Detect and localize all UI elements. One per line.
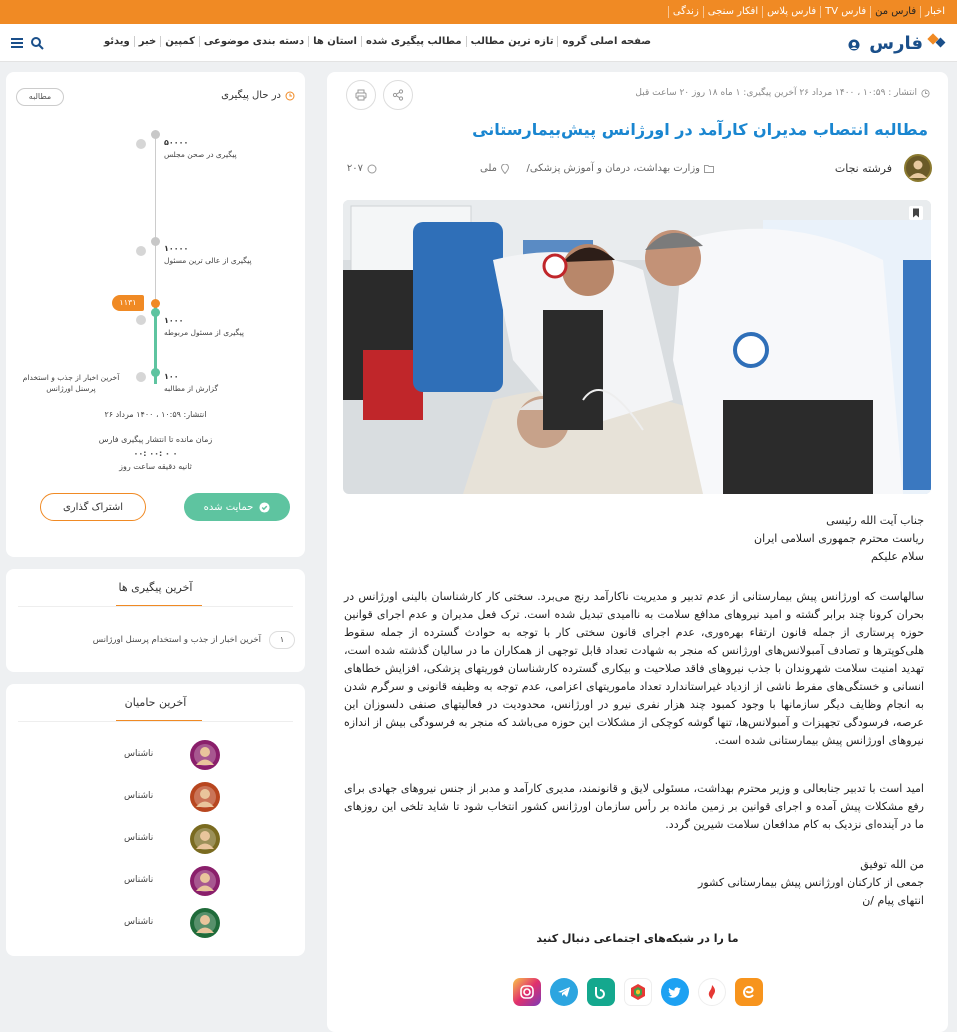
latest-news-note[interactable]: آخرین اخبار از جذب و استخدام پرسنل اورژانس	[22, 373, 120, 393]
step-icon	[136, 315, 146, 325]
author-name[interactable]: فرشته نجات	[834, 162, 892, 175]
eye-icon	[367, 164, 377, 174]
nav-campaign[interactable]: کمپین	[160, 36, 199, 47]
print-icon	[355, 89, 367, 101]
svg-text:فارس: فارس	[869, 33, 923, 54]
nav-latest[interactable]: تازه ترین مطالب	[466, 36, 558, 47]
top-nav	[668, 0, 949, 24]
supporter-row[interactable]	[6, 782, 305, 812]
article-card	[327, 72, 948, 1032]
article-category[interactable]: وزارت بهداشت، درمان و آموزش پزشکی/	[526, 163, 714, 174]
greeting: جناب آیت الله رئیسی ریاست محترم جمهوری اسلامی ایران سلام علیکم	[754, 514, 924, 563]
follow-us-text: ما را در شبکه‌های اجتماعی دنبال کنید	[536, 932, 739, 945]
article-photo[interactable]	[343, 200, 931, 494]
supporter-row[interactable]	[6, 824, 305, 854]
share-button[interactable]	[383, 80, 413, 110]
timeline-current-dot	[151, 299, 160, 308]
article-signature: من الله توفیق جمعی از کارکنان اورژانس پیش بیمارستانی کشور انتهای پیام /ن	[698, 858, 924, 907]
followup-text: آخرین اخبار از جذب و استخدام پرسنل اورژانس	[92, 635, 261, 645]
nav-video[interactable]: ویدئو	[103, 36, 130, 47]
step-icon	[136, 246, 146, 256]
nav-home[interactable]: صفحه اصلی گروه	[557, 36, 655, 47]
soroush-icon[interactable]	[698, 978, 726, 1006]
clock-icon	[285, 91, 295, 101]
nav-followed[interactable]: مطالب پیگیری شده	[361, 36, 466, 47]
countdown: ۰۰: ۰۰: ۰ ۰	[133, 449, 178, 458]
supporter-avatar	[190, 740, 220, 770]
followup-number: ۱	[269, 631, 295, 649]
top-nav-fars-man[interactable]: فارس من	[870, 6, 920, 18]
supporter-name: ناشناس	[124, 749, 154, 759]
step-icon	[136, 139, 146, 149]
article-title: مطالبه انتصاب مدیران کارآمد در اورژانس پیش‌بیمارستانی	[472, 120, 928, 139]
supporter-name: ناشناس	[124, 833, 154, 843]
article-paragraph-1: سالهاست که اورژانس پیش بیمارستانی از عدم تدبیر و مدیریت ناکارآمد رنج می‌برد. سختی کار کارشناسان بالینی اورژانس در بحران کرونا چند برابر گشته و امید نیروهای مدافع سلامت به ناامیدی تبدیل شده است. ترک فعل مدیران و عدم اجرای قوانین حوزه پرستاری از جمله قانون ارتقاء بهره‌وری، عدم اجرای قانون سختی کار با توجه به حوادث گسترده از جمله سقوط هلی‌کوپترها و تصادف آمبولانس‌های اورژانس که منجر به شهادت تعداد قابل توجهی از همکاران ما در سالیان گذشته شده است، تهدید امنیت سلامت شهروندان با جذب نیروهای فاقد صلاحیت و بیکاری گسترده کارشناسان فوریتهای پزشکی، افزایش خطاهای انسانی و خستگی‌های مفرط ناشی از ازدیاد غیراستاندارد تعداد ماموریتهای اعزامی، عدم توجه به وظیفه قانونی و سرگرم شدن به انجام وظایف دیگر سازمانها با وجود کمبود چند هزار نفری نیرو در اورژانس، محدودیت در فعالیتهای صنفی دلسوزان این عرصه، فرسودگی تجهیزات و آمبولانس‌ها، تنها گوشه کوچکی از مشکلات این حوزه می‌باشد که منجر به فرسودگی بیش از اندازه نیروهای اورژانس پیش بیمارستانی شده است.	[344, 590, 924, 747]
remaining-label: زمان مانده تا انتشار پیگیری فارس	[98, 435, 213, 444]
demand-pill[interactable]: مطالبه	[16, 88, 64, 106]
supporter-name: ناشناس	[124, 875, 154, 885]
step-number: ۵۰۰۰۰	[164, 138, 189, 147]
main-nav	[100, 36, 655, 47]
published-date: انتشار: ۱۰:۵۹ ، ۱۴۰۰ مرداد ۲۶	[104, 410, 207, 419]
timeline-dot	[151, 308, 160, 317]
rubika-icon[interactable]	[624, 978, 652, 1006]
divider	[18, 606, 293, 607]
top-nav-news[interactable]: اخبار	[920, 6, 949, 18]
step-label: گزارش از مطالبه	[164, 384, 219, 393]
bale-icon[interactable]	[587, 978, 615, 1006]
current-count-badge: ۱۱۳۱	[112, 295, 144, 311]
support-button[interactable]: حمایت شده	[184, 493, 290, 521]
step-label: پیگیری از مسئول مربوطه	[164, 328, 245, 337]
social-links	[513, 978, 763, 1006]
step-icon	[136, 372, 146, 382]
supporter-avatar	[190, 866, 220, 896]
supporters-title: آخرین حامیان	[124, 696, 187, 709]
check-icon	[259, 502, 270, 513]
timeline-dot	[151, 368, 160, 377]
fars-logo[interactable]	[865, 28, 947, 56]
article-location[interactable]: ملی	[480, 163, 509, 174]
latest-followups-card	[6, 569, 305, 672]
author-avatar[interactable]	[904, 154, 932, 182]
location-pin-icon	[501, 164, 509, 174]
telegram-icon[interactable]	[550, 978, 578, 1006]
clock-icon	[921, 89, 930, 98]
share-demand-button[interactable]: اشتراک گذاری	[40, 493, 146, 521]
top-nav-fars-tv[interactable]: فارس TV	[820, 6, 870, 18]
step-number: ۱۰۰	[164, 372, 179, 381]
step-number: ۱۰۰۰	[164, 316, 184, 325]
header	[0, 24, 957, 62]
top-nav-fars-plus[interactable]: فارس پلاس	[762, 6, 820, 18]
top-bar	[0, 0, 957, 24]
tracking-status: در حال پیگیری	[221, 90, 295, 101]
instagram-icon[interactable]	[513, 978, 541, 1006]
supporter-name: ناشناس	[124, 917, 154, 927]
supporter-row[interactable]	[6, 866, 305, 896]
article-meta: انتشار : ۱۰:۵۹ ، ۱۴۰۰ مرداد ۲۶ آخرین پیگیری: ۱ ماه ۱۸ روز ۲۰ ساعت قبل	[635, 88, 930, 98]
supporter-avatar	[190, 824, 220, 854]
countdown-units: ثانیه دقیقه ساعت روز	[119, 462, 192, 471]
twitter-icon[interactable]	[661, 978, 689, 1006]
eitaa-icon[interactable]	[735, 978, 763, 1006]
supporter-row[interactable]	[6, 908, 305, 938]
article-views: ۲۰۷	[347, 163, 377, 174]
step-label: پیگیری از عالی ترین مسئول	[164, 256, 252, 265]
bookmark-icon[interactable]	[909, 206, 923, 220]
supporter-name: ناشناس	[124, 791, 154, 801]
timeline-dot	[151, 130, 160, 139]
folder-icon	[704, 164, 714, 173]
supporter-row[interactable]	[6, 740, 305, 770]
author-row	[342, 154, 932, 188]
latest-followups-title: آخرین پیگیری ها	[118, 581, 193, 594]
step-number: ۱۰۰۰۰	[164, 244, 189, 253]
divider	[18, 721, 293, 722]
supporter-avatar	[190, 908, 220, 938]
supporters-card	[6, 684, 305, 956]
step-label: پیگیری در صحن مجلس	[164, 150, 237, 159]
print-button[interactable]	[346, 80, 376, 110]
user-icon[interactable]	[848, 36, 860, 48]
supporter-avatar	[190, 782, 220, 812]
search-icon[interactable]	[30, 35, 44, 54]
followup-item[interactable]	[93, 631, 295, 649]
top-nav-polls[interactable]: افکار سنجی	[703, 6, 762, 18]
nav-provinces[interactable]: استان ها	[308, 36, 361, 47]
menu-icon[interactable]	[10, 35, 24, 54]
timeline-dot	[151, 237, 160, 246]
tracking-card	[6, 72, 305, 557]
share-icon	[392, 89, 404, 101]
nav-news[interactable]: خبر	[134, 36, 161, 47]
article-paragraph-2: امید است با تدبیر جنابعالی و وزیر محترم بهداشت، مسئولی لایق و قانونمند، مدیری کارآمد و مدبر از جنس نیروهای جهادی برای رفع مشکلات پیش آمده و اجرای قوانین بر زمین مانده بر رأس سازمان اورژانس کشور انتخاب شود تا شاید تلخی این روزهای ما در آینده‌ای نزدیک به کام مدافعان سلامت شیرین گردد.	[344, 782, 924, 831]
nav-categories[interactable]: دسته بندی موضوعی	[199, 36, 308, 47]
top-nav-life[interactable]: زندگی	[668, 6, 703, 18]
